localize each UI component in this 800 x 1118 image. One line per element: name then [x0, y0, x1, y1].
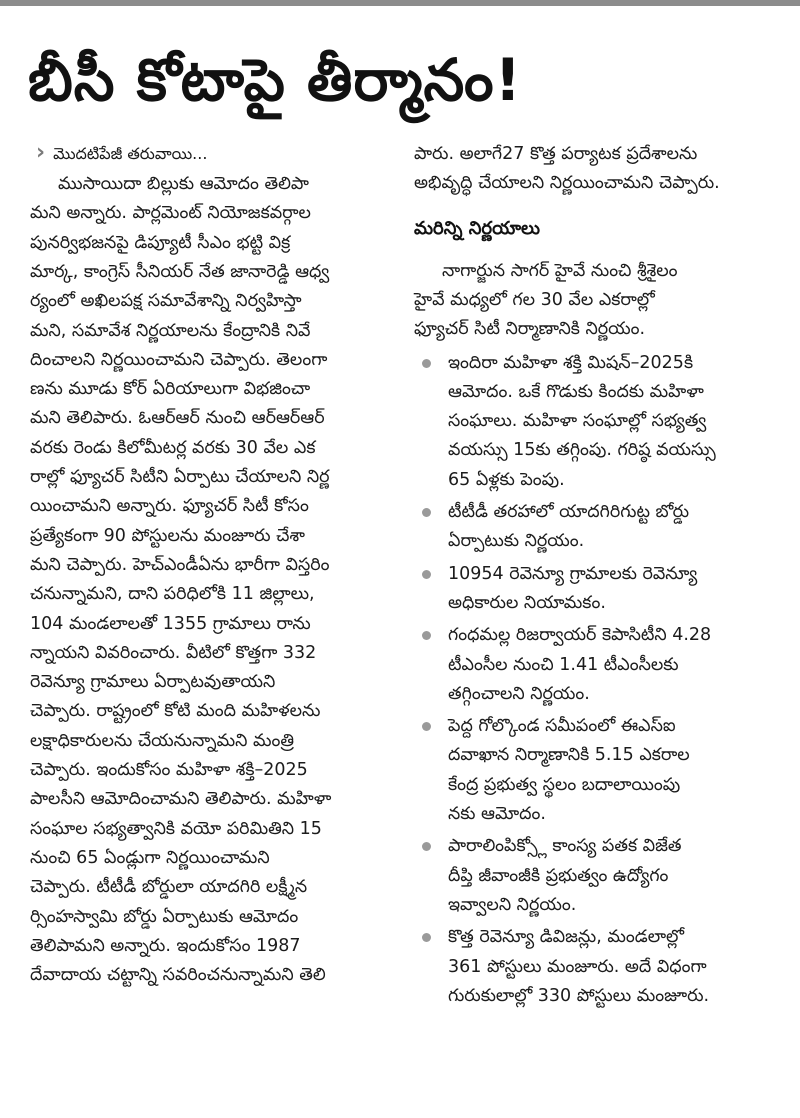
- bullet-text-line: వయస్సు 15కు తగ్గింపు. గరిష్ఠ వయస్సు: [448, 440, 716, 461]
- bullet-text-line: ఇవ్వాలని నిర్ణయం.: [448, 894, 577, 915]
- bullet-text-line: ఏర్పాటుకు నిర్ణయం.: [448, 531, 585, 552]
- headline: బీసీ కోటాపై తీర్మానం!: [28, 46, 523, 114]
- body-text-line: లక్షాధికారులను చేయనున్నామని మంత్రి: [30, 730, 295, 751]
- body-text-line: దించాలని నిర్ణయించామని చెప్పారు. తెలంగా: [30, 349, 328, 370]
- body-text-line: రెవెన్యూ గ్రామాలు ఏర్పాటవుతాయని: [30, 672, 276, 693]
- bullet-text-line: తగ్గించాలని నిర్ణయం.: [448, 683, 590, 704]
- body-text-line: హైవే మధ్యలో గల 30 వేల ఎకరాల్లో: [414, 289, 655, 310]
- body-text-line: మని, సమావేశ నిర్ణయాలను కేంద్రానికి నివే: [30, 320, 311, 341]
- bullet-text-line: నకు ఆమోదం.: [448, 804, 546, 824]
- body-text-line: రాల్లో ఫ్యూచర్ సిటీని ఏర్పాటు చేయాలని నిర్ణ: [30, 467, 330, 487]
- body-text-line: చనున్నామని, దాని పరిధిలోకి 11 జిల్లాలు,: [30, 584, 315, 605]
- body-text-line: దేవాదాయ చట్టాన్ని సవరించనున్నామని తెలి: [30, 965, 326, 986]
- body-text-line: మని చెప్పారు. హెచ్ఎండీఏను భారీగా విస్తరిం: [30, 554, 330, 575]
- bullet-text-line: పెద్ద గోల్కొండ సమీపంలో ఈఎస్ఐ: [448, 716, 676, 737]
- bullet-dot-icon: [422, 842, 431, 851]
- section-subheading: మరిన్ని నిర్ణయాలు: [414, 217, 540, 239]
- body-text-line: సంఘాల సభ్యత్వానికి వయో పరిమితిని 15: [30, 818, 322, 839]
- bullet-text-line: 65 ఏళ్లకు పెంపు.: [448, 469, 565, 490]
- body-text-line: మని తెలిపారు. ఓఆర్ఆర్ నుంచి ఆర్ఆర్ఆర్: [30, 408, 325, 429]
- bullet-text-line: గురుకులాల్లో 330 పోస్టులు మంజూరు.: [448, 985, 710, 1006]
- top-rule: [0, 0, 800, 6]
- body-text-line: ప్రత్యేకంగా 90 పోస్టులను మంజూరు చేశా: [30, 525, 305, 546]
- body-text-line: 104 మండలాలతో 1355 గ్రామాలు రాను: [30, 613, 311, 634]
- bullet-dot-icon: [422, 631, 431, 640]
- bullet-text-line: పారాలింపిక్స్లో కాంస్య పతక విజేత: [448, 836, 682, 857]
- body-text-line: ఫ్యూచర్ సిటీ నిర్మాణానికి నిర్ణయం.: [414, 319, 646, 340]
- kicker-label: మొదటిపేజీ తరువాయి...: [53, 144, 208, 163]
- bullet-text-line: టీఎంసీల నుంచి 1.41 టీఎంసీలకు: [448, 654, 679, 675]
- body-text-line: పారు. అలాగే27 కొత్త పర్యాటక ప్రదేశాలను: [414, 144, 698, 164]
- bullet-text-line: ఆమోదం. ఒకే గొడుకు కిందకు మహిళా: [448, 381, 704, 402]
- bullet-text-line: సంఘాలు. మహిళా సంఘాల్లో సభ్యత్వ: [448, 411, 707, 432]
- bullet-text-line: కేంద్ర ప్రభుత్వ స్థలం బదాలాయింపు: [448, 774, 681, 795]
- body-text-line: న్నాయని వివరించారు. వీటిలో కొత్తగా 332: [30, 642, 317, 663]
- bullet-text-line: కొత్త రెవెన్యూ డివిజన్లు, మండలాల్లో: [448, 927, 685, 948]
- body-text-line: చెప్పారు. టీటీడీ బోర్డులా యాదగిరి లక్ష్మీన: [30, 877, 308, 898]
- bullet-text-line: ఇందిరా మహిళా శక్తి మిషన్–2025కి: [448, 352, 694, 373]
- body-text-line: ణను మూడు కోర్ ఏరియాలుగా విభజించా: [30, 379, 311, 400]
- body-text-line: అభివృద్ధి చేయాలని నిర్ణయించామని చెప్పారు.: [414, 173, 720, 194]
- bullet-text-line: దీప్తి జీవాంజీకి ప్రభుత్వం ఉద్యోగం: [448, 865, 669, 886]
- chevron-right-icon: ›: [36, 140, 46, 165]
- body-text-line: మని అన్నారు. పార్లమెంట్ నియోజకవర్గాల: [30, 203, 311, 224]
- bullet-dot-icon: [422, 570, 431, 579]
- bullet-text-line: అధికారుల నియామకం.: [448, 592, 606, 613]
- body-text-line: యించామని అన్నారు. ఫ్యూచర్ సిటీ కోసం: [30, 496, 309, 517]
- bullet-dot-icon: [422, 933, 431, 942]
- bullet-text-line: గంధమల్ల రిజర్వాయర్ కెపాసిటీని 4.28: [448, 625, 712, 646]
- bullet-text-line: 361 పోస్టులు మంజూరు. అదే విధంగా: [448, 956, 707, 977]
- bullet-dot-icon: [422, 359, 431, 368]
- body-text-line: మార్క, కాంగ్రెస్ సీనియర్ నేత జానారెడ్డి ఆధ్వ: [30, 261, 330, 282]
- body-text-line: ర్యంలో అఖిలపక్ష సమావేశాన్ని నిర్వహిస్తా: [30, 291, 302, 312]
- body-text-line: పునర్విభజనపై డిప్యూటీ సీఎం భట్టి విక్ర: [30, 232, 291, 253]
- body-text-line: పాలసీని ఆమోదించామని తెలిపారు. మహిళా: [30, 789, 332, 810]
- bullet-dot-icon: [422, 508, 431, 517]
- bullet-text-line: 10954 రెవెన్యూ గ్రామాలకు రెవెన్యూ: [448, 563, 698, 584]
- body-text-line: చెప్పారు. ఇందుకోసం మహిళా శక్తి–2025: [30, 760, 308, 780]
- bullet-text-line: టీటీడీ తరహాలో యాదగిరిగుట్ట బోర్డు: [448, 502, 690, 522]
- body-text-line: నుంచి 65 ఏండ్లుగా నిర్ణయించామని: [30, 847, 270, 868]
- body-text-line: చెప్పారు. రాష్ట్రంలో కోటి మంది మహిళలను: [30, 701, 321, 722]
- bullet-text-line: దవాఖాన నిర్మాణానికి 5.15 ఎకరాల: [448, 745, 690, 766]
- body-text-line: నాగార్జున సాగర్ హైవే నుంచి శ్రీశైలం: [442, 260, 678, 281]
- body-text-line: ర్సింహస్వామి బోర్డు ఏర్పాటుకు ఆమోదం: [30, 906, 299, 927]
- body-text-line: వరకు రెండు కిలోమీటర్ల వరకు 30 వేల ఎక: [30, 437, 316, 458]
- kicker: [36, 140, 207, 168]
- bullet-dot-icon: [422, 722, 431, 731]
- body-text-line: తెలిపామని అన్నారు. ఇందుకోసం 1987: [30, 935, 301, 956]
- body-text-line: ముసాయిదా బిల్లుకు ఆమోదం తెలిపా: [58, 174, 309, 194]
